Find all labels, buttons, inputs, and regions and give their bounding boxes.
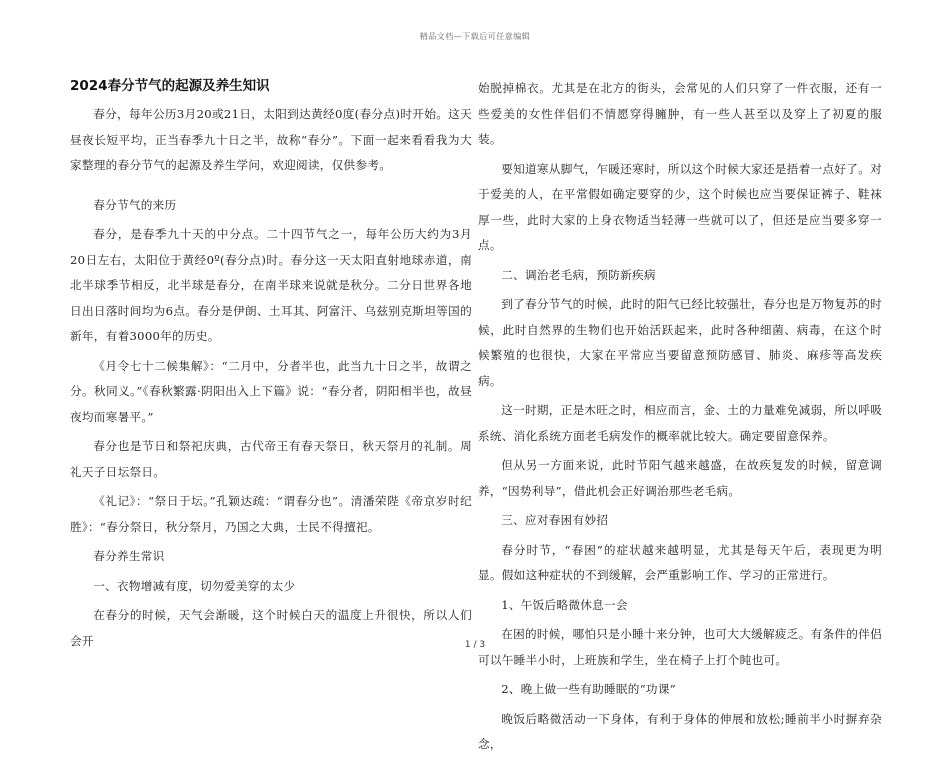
left-column [70,76,472,658]
intro-paragraph: 春分，每年公历3月20或21日，太阳到达黄经0度(春分点)时开始。这天昼夜长短平均，正当春季九十日之半，故称“春分”。下面一起来看看我为大家整理的春分节气的起源及养生学问，欢迎阅读，仅供参考。 [70,107,472,172]
paragraph: 在困的时候，哪怕只是小睡十来分钟，也可大大缓解疲乏。有条件的伴侣可以午睡半小时，上班族和学生，坐在椅子上打个盹也可。 [478,627,882,667]
paragraph: 在春分的时候，天气会渐暖，这个时候白天的温度上升很快，所以人们会开 [70,608,472,648]
paragraph: 要知道寒从脚气，乍暖还寒时，所以这个时候大家还是捂着一点好了。对于爱美的人，在平常假如确定要穿的少，这个时候也应当要保证裤子、鞋袜厚一些，此时大家的上身衣物适当轻薄一些就可以了，但还是应当要多穿一点。 [478,161,882,252]
paragraph: 但从另一方面来说，此时节阳气越来越盛，在故疾复发的时候，留意调养，“因势利导”，借此机会正好调治那些老毛病。 [478,458,882,498]
paragraph: 春分，是春季九十天的中分点。二十四节气之一，每年公历大约为3月20日左右，太阳位于黄经0º(春分点)时。春分这一天太阳直射地球赤道，南北半球季节相反，北半球是春分，在南半球来说就是秋分。二分日世界各地日出日落时间均为6点。春分是伊朗、土耳其、阿富汗、乌兹别克斯坦等国的新年，有着3000年的历史。 [70,227,472,343]
paragraph: 晚饭后略微活动一下身体，有利于身体的伸展和放松;睡前半小时摒弃杂念， [478,711,882,751]
right-column [478,76,882,762]
page-indicator: 1 / 3 [464,640,486,650]
paragraph: 到了春分节气的时候，此时的阳气已经比较强壮，春分也是万物复苏的时候，此时自然界的生物们也开始活跃起来，此时各种细菌、病毒，在这个时候繁殖的也很快，大家在平常应当要留意预防感冒、肺炎、麻疹等高发疾病。 [478,297,882,388]
paragraph: 《礼记》：“祭日于坛。”孔颖达疏：“谓春分也”。清潘荣陛《帝京岁时纪胜》：“春分祭日，秋分祭月，乃国之大典，士民不得擅祀。 [70,494,472,534]
paragraph: 这一时期，正是木旺之时，相应而言，金、土的力量难免减弱，所以呼吸系统、消化系统方面老毛病发作的概率就比较大。确定要留意保养。 [478,403,882,443]
page-header: 精品文档—下载后可任意编辑 [419,32,531,41]
section-heading-origin: 春分节气的来历 [93,197,177,212]
paragraph: 《月令七十二候集解》：“二月中，分者半也，此当九十日之半，故谓之分。秋同义。”《春秋繁露·阴阳出入上下篇》说：“春分者，阴阳相半也，故昼夜均而寒暑平。” [70,358,472,424]
section-heading-health: 春分养生常识 [93,549,165,563]
paragraph-continuation: 始脱掉棉衣。尤其是在北方的街头，会常见的人们只穿了一件衣服，还有一些爱美的女性伴侣们不情愿穿得臃肿，有一些人甚至以及穿上了初夏的服装。 [478,81,882,146]
subsection-heading: 一、衣物增减有度，切勿爱美穿的太少 [93,578,296,593]
subsection-heading: 二、调治老毛病，预防新疾病 [501,267,656,282]
document-title: 2024春分节气的起源及养生知识 [70,78,270,94]
paragraph: 春分也是节日和祭祀庆典，古代帝王有春天祭日，秋天祭月的礼制。周礼天子日坛祭日。 [70,439,472,479]
subsection-heading: 三、应对春困有妙招 [501,513,609,527]
list-item-heading: 2、晚上做一些有助睡眠的“功课” [501,682,676,696]
list-item-heading: 1、午饭后略微休息一会 [501,597,628,612]
paragraph: 春分时节，“春困”的症状越来越明显，尤其是每天午后，表现更为明显。假如这种症状的不到缓解，会严重影响工作、学习的正常进行。 [478,542,882,582]
